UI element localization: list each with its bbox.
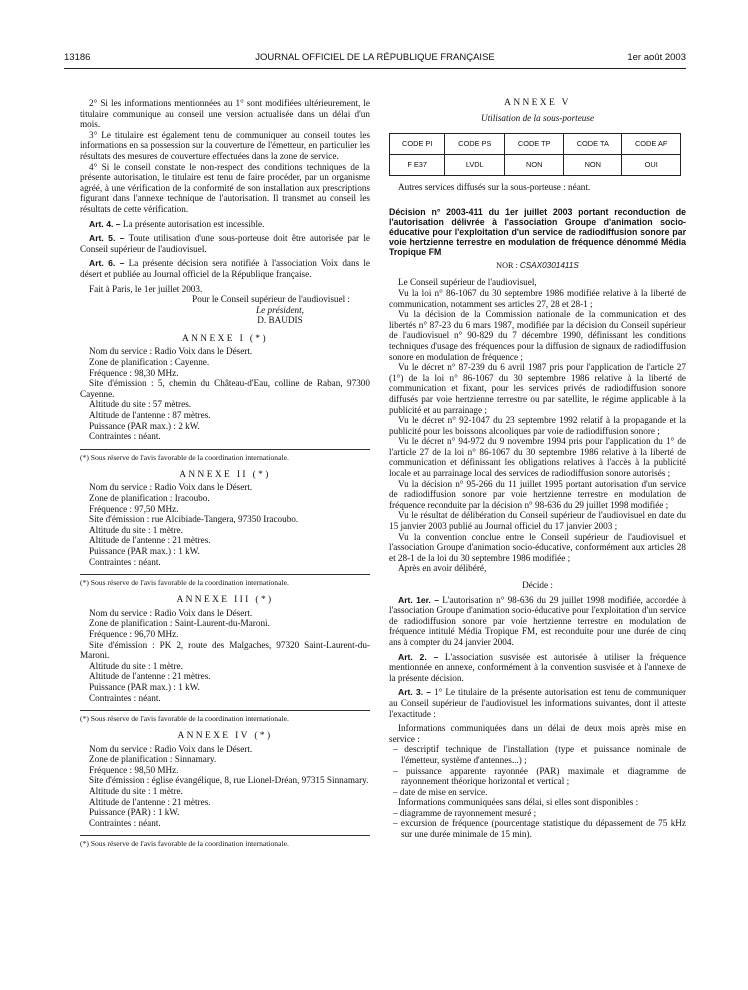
signature-role: Le président, [256,304,304,315]
annex-footnote: (*) Sous réserve de l'avis favorable de la coordination internationale. [80,574,370,587]
annex-line: Zone de planification : Cayenne. [89,357,210,368]
article-4: Art. 4. – La présente autorisation est incessible. [89,218,265,229]
left-column [80,98,370,848]
annex-title: ANNEXE I (*) [181,333,269,344]
info-delay-heading: Informations communiquées dans un délai de deux mois après mise en service : [389,723,686,744]
annex-footnote: (*) Sous réserve de l'avis favorable de la coordination internationale. [80,710,370,723]
annex-line: Site d'émission : église évangélique, 8, rue Lionel-Dréan, 97315 Sinnamary. [89,775,369,786]
table-row [390,155,681,176]
list-item: – date de mise en service. [393,786,488,797]
annex-line: Site d'émission : PK 2, route des Malgaches, 97320 Saint-Laurent-du-Maroni. [80,639,370,661]
signature-name: D. BAUDIS [257,315,303,326]
table-header-row [390,134,681,155]
annex-line: Nom du service : Radio Voix dans le Désert. [89,346,253,357]
annex-line: Altitude de l'antenne : 87 mètres. [89,410,211,421]
annex-line: Fréquence : 98,30 MHz. [89,367,179,378]
subcarrier-code-table [389,133,681,176]
annex-line: Altitude du site : 1 mètre. [89,786,183,797]
annex-5-note: Autres services diffusés sur la sous-porteuse : néant. [398,182,591,193]
table-header-cell: CODE TP [505,134,564,155]
list-item: – excursion de fréquence (pourcentage statistique du dépassement de 75 kHz sur une durée minimale de 15 min). [393,818,686,840]
table-header-cell: CODE PS [445,134,505,155]
article-5: Art. 5. – Toute utilisation d'une sous-porteuse doit être autorisée par le Conseil supérieur de l'audiovisuel. [80,233,370,254]
annex-title: ANNEXE IV (*) [177,731,273,742]
annex-line: Altitude de l'antenne : 21 mètres. [89,671,211,682]
decision-paragraph: Vu le résultat de délibération du Conseil supérieur de l'audiovisuel en date du 15 janvier 2003 publié au Journal officiel du 17 janvier 2003 ; [389,510,686,532]
decision-article-2: Art. 2. – L'association susvisée est autorisée à utiliser la fréquence mentionnée en annexe, conformément à la convention susvisée et à l'annexe de la présente décision. [389,651,686,683]
done-at: Fait à Paris, le 1er juillet 2003. [89,283,203,294]
annex-line: Altitude de l'antenne : 21 mètres. [89,535,211,546]
annex-footnote: (*) Sous réserve de l'avis favorable de la coordination internationale. [80,449,370,462]
annex-title: ANNEXE III (*) [176,595,274,606]
annex-line: Puissance (PAR max.) : 1 kW. [89,681,200,692]
annex-line: Puissance (PAR max.) : 1 kW. [89,545,200,556]
decision-paragraph: Le Conseil supérieur de l'audiovisuel, [398,277,537,288]
annex-line: Nom du service : Radio Voix dans le Désert. [89,743,253,754]
table-cell: NON [564,155,622,176]
right-column [389,98,686,840]
decision-article-1: Art. 1er. – L'autorisation n° 98-636 du 29 juillet 1998 modifiée, accordée à l'association Groupe d'animation socio-éducative pour l'exploitation d'un service de radiodiffusion sonore par voie hertzienne terrestre en modulation de fréquence intitulé Média Tropique FM, est reconduite pour une durée de cinq ans à compter du 24 janvier 2004. [389,594,686,647]
annex-5-subtitle: Utilisation de la sous-porteuse [480,112,595,123]
annex-line: Puissance (PAR max.) : 2 kW. [89,420,200,431]
annex-line: Altitude du site : 1 mètre. [89,524,183,535]
intro-paragraph: 2° Si les informations mentionnées au 1° sont modifiées ultérieurement, le titulaire communique au conseil une version actualisée dans un délai d'un mois. [80,98,370,130]
table-cell: F E37 [390,155,445,176]
annex-footnote: (*) Sous réserve de l'avis favorable de la coordination internationale. [80,835,370,848]
publication-date: 1er août 2003 [627,52,686,63]
annex-line: Contraintes : néant. [89,556,161,567]
table-cell: NON [505,155,564,176]
journal-title: JOURNAL OFFICIEL DE LA RÉPUBLIQUE FRANÇAISE [255,52,495,63]
table-header-cell: CODE PI [390,134,445,155]
annex-line: Fréquence : 96,70 MHz. [89,628,179,639]
annex-line: Fréquence : 98,50 MHz. [89,764,179,775]
article-6: Art. 6. – La présente décision sera notifiée à l'association Voix dans le désert et publiée au Journal officiel de la République française. [80,258,371,279]
annex-line: Nom du service : Radio Voix dans le Désert. [89,482,253,493]
annex-3 [80,595,370,723]
info-nodelay-heading: Informations communiquées sans délai, si elles sont disponibles : [398,797,639,808]
intro-paragraph: 3° Le titulaire est également tenu de communiquer au conseil toutes les informations en sa possession sur la couverture de l'émetteur, en particulier les résultats des mesures de couverture effectuées dans la zone de service. [80,129,370,161]
header-rule [64,68,686,69]
annex-line: Zone de planification : Iracoubo. [89,493,210,503]
annex-line: Altitude du site : 57 mètres. [89,399,192,410]
annex-line: Contraintes : néant. [89,817,161,828]
table-header-cell: CODE TA [564,134,622,155]
decide-heading: Décide : [522,580,553,590]
decision-paragraph: Vu le décret n° 94-972 du 9 novembre 1994 pris pour l'application du 1° de l'article 27 de la loi n° 86-1067 du 30 septembre 1986 relative à la liberté de communication et définissant les obligations relatives à l'accès à la publicité locale et au parrainage local des services de radiodiffusion sonore autorisés ; [389,436,686,479]
annex-line: Fréquence : 97,50 MHz. [89,503,179,514]
table-header-cell: CODE AF [622,134,681,155]
annex-1 [80,334,370,462]
annex-line: Site d'émission : rue Alcibiade-Tangera, 97350 Iracoubo. [89,514,299,525]
decision-paragraph: Vu la loi n° 86-1067 du 30 septembre 1986 modifiée relative à la liberté de communication, notamment ses articles 27, 28 et 28-1 ; [389,287,686,309]
decision-paragraph: Vu la décision n° 95-266 du 11 juillet 1995 portant autorisation d'un service de radiodiffusion sonore par voie hertzienne terrestre en modulation de fréquence reconduite par la décision n° 98-636 du 29 juillet 1998 modifiée ; [389,478,686,510]
annex-line: Contraintes : néant. [89,692,161,703]
list-item: – descriptif technique de l'installation (type et puissance nominale de l'émetteur, système d'antennes...) ; [393,744,686,765]
table-cell: LVDL [445,155,505,176]
annex-line: Zone de planification : Saint-Laurent-du-Maroni. [89,618,270,629]
page-header [64,52,686,66]
annex-line: Altitude du site : 1 mètre. [89,660,183,671]
intro-paragraph: 4° Si le conseil constate le non-respect des conditions techniques de la présente autorisation, le titulaire est tenu de faire procéder, par un organisme agréé, à une vérification de la conformité de son installation aux prescriptions figurant dans l'annexe technique de l'autorisation. Il transmet au conseil les résultats de cette vérification. [80,161,370,214]
annex-line: Contraintes : néant. [89,431,161,442]
annex-line: Nom du service : Radio Voix dans le Désert. [89,607,253,618]
annex-2 [80,470,370,587]
annex-line: Zone de planification : Sinnamary. [89,754,217,765]
decision-title: Décision n° 2003-411 du 1er juillet 2003 portant reconduction de l'autorisation délivrée à l'association Groupe d'animation socio-éducative pour l'exploitation d'un service de radiodiffusion sonore par voie hertzienne terrestre en modulation de fréquence dénommé Média Tropique FM [389,206,686,257]
list-item: – puissance apparente rayonnée (PAR) maximale et diagramme de rayonnement théorique horizontal et vertical ; [393,765,686,787]
annex-4 [80,731,370,848]
signature-for: Pour le Conseil supérieur de l'audiovisuel : [192,294,350,305]
table-cell: OUI [622,155,681,176]
nor-reference: NOR : CSAX0301411S [496,260,579,270]
page-number: 13186 [64,52,91,63]
decision-paragraph: Après en avoir délibéré, [398,563,487,574]
decision-paragraph: Vu le décret n° 92-1047 du 23 septembre 1992 relatif à la propagande et la publicité pour les boissons alcooliques par voie de radiodiffusion sonore ; [389,415,686,436]
decision-article-3: Art. 3. – 1° Le titulaire de la présente autorisation est tenu de communiquer au Conseil supérieur de l'audiovisuel les informations suivantes, dont il atteste l'exactitude : [389,687,686,719]
annex-title: ANNEXE II (*) [179,469,271,480]
decision-paragraph: Vu la décision de la Commission nationale de la communication et des libertés n° 87-23 du 6 mars 1987, modifiée par la décision du Conseil supérieur de l'audiovisuel n° 90-829 du 7 décembre 1990, définissant les conditions techniques d'usage des fréquences pour la diffusion de signaux de radiodiffusion sonore en modulation de fréquence ; [389,309,686,362]
decision-paragraph: Vu le décret n° 87-239 du 6 avril 1987 pris pour l'application de l'article 27 (1°) de la loi n° 86-1067 du 30 septembre 1986 relative à la liberté de communication et fixant, pour les services privés de radiodiffusion sonore diffusés par voie hertzienne terrestre ou par satellite, le régime applicable à la publicité et au parrainage ; [389,362,686,415]
decision-paragraph: Vu la convention conclue entre le Conseil supérieur de l'audiovisuel et l'association Groupe d'animation socio-éducative, conformément aux articles 28 et 28-1 de la loi du 30 septembre 1986 modifiée ; [389,531,686,563]
annex-line: Puissance (PAR) : 1 kW. [89,807,180,818]
annex-line: Site d'émission : 5, chemin du Château-d'Eau, colline de Raban, 97300 Cayenne. [80,378,370,399]
list-item: – diagramme de rayonnement mesuré ; [393,807,537,818]
annex-line: Altitude de l'antenne : 21 mètres. [89,796,211,807]
annex-5-title: ANNEXE V [504,98,571,108]
